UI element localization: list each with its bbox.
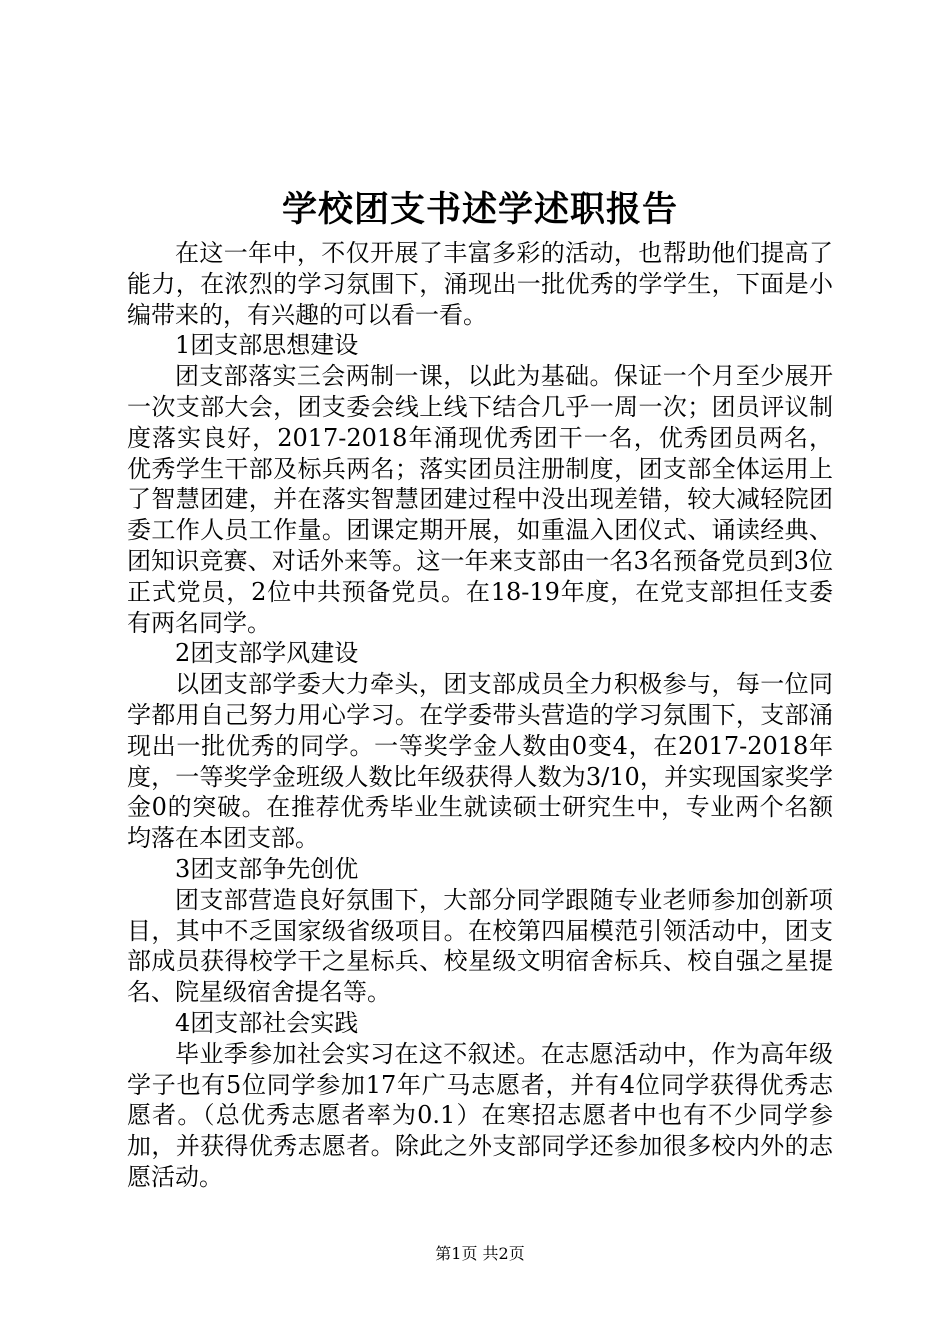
page-footer: 第1页 共2页 [435, 1244, 525, 1263]
section-heading-4: 4团支部社会实践 [175, 1008, 359, 1037]
section-body-1: 团支部落实三会两制一课，以此为基础。保证一个月至少展开一次支部大会，团支委会线上线下结合几乎一周一次；团员评议制度落实良好，2017-2018年涌现优秀团干一名，优秀团员两名，优秀学生干部及标兵两名；落实团员注册制度，团支部全体运用上了智慧团建，并在落实智慧团建过程中没出现差错，较大减轻院团委工作人员工作量。团课定期开展，如重温入团仪式、诵读经典、团知识竞赛、对话外来等。这一年来支部由一名3名预备党员到3位正式党员，2位中共预备党员。在18-19年度，在党支部担任支委有两名同学。 [127, 362, 833, 637]
document-title: 学校团支书述学述职报告 [281, 189, 678, 230]
document-body [127, 238, 833, 1193]
section-heading-3: 3团支部争先创优 [175, 854, 359, 883]
section-body-3: 团支部营造良好氛围下，大部分同学跟随专业老师参加创新项目，其中不乏国家级省级项目。在校第四届模范引领活动中，团支部成员获得校学干之星标兵、校星级文明宿舍标兵、校自强之星提名、院星级宿舍提名等。 [127, 885, 833, 1007]
intro-paragraph: 在这一年中，不仅开展了丰富多彩的活动，也帮助他们提高了能力，在浓烈的学习氛围下，涌现出一批优秀的学学生，下面是小编带来的，有兴趣的可以看一看。 [127, 239, 833, 329]
section-body-2: 以团支部学委大力牵头，团支部成员全力积极参与，每一位同学都用自己努力用心学习。在学委带头营造的学习氛围下，支部涌现出一批优秀的同学。一等奖学金人数由0变4，在2017-2018年度，一等奖学金班级人数比年级获得人数为3/10，并实现国家奖学金0的突破。在推荐优秀毕业生就读硕士研究生中，专业两个名额均落在本团支部。 [127, 670, 833, 853]
section-heading-2: 2团支部学风建设 [175, 639, 359, 668]
section-body-4: 毕业季参加社会实习在这不叙述。在志愿活动中，作为高年级学子也有5位同学参加17年广马志愿者，并有4位同学获得优秀志愿者。（总优秀志愿者率为0.1）在寒招志愿者中也有不少同学参加，并获得优秀志愿者。除此之外支部同学还参加很多校内外的志愿活动。 [127, 1039, 833, 1191]
section-heading-1: 1团支部思想建设 [175, 331, 359, 360]
document-page [127, 0, 833, 1344]
